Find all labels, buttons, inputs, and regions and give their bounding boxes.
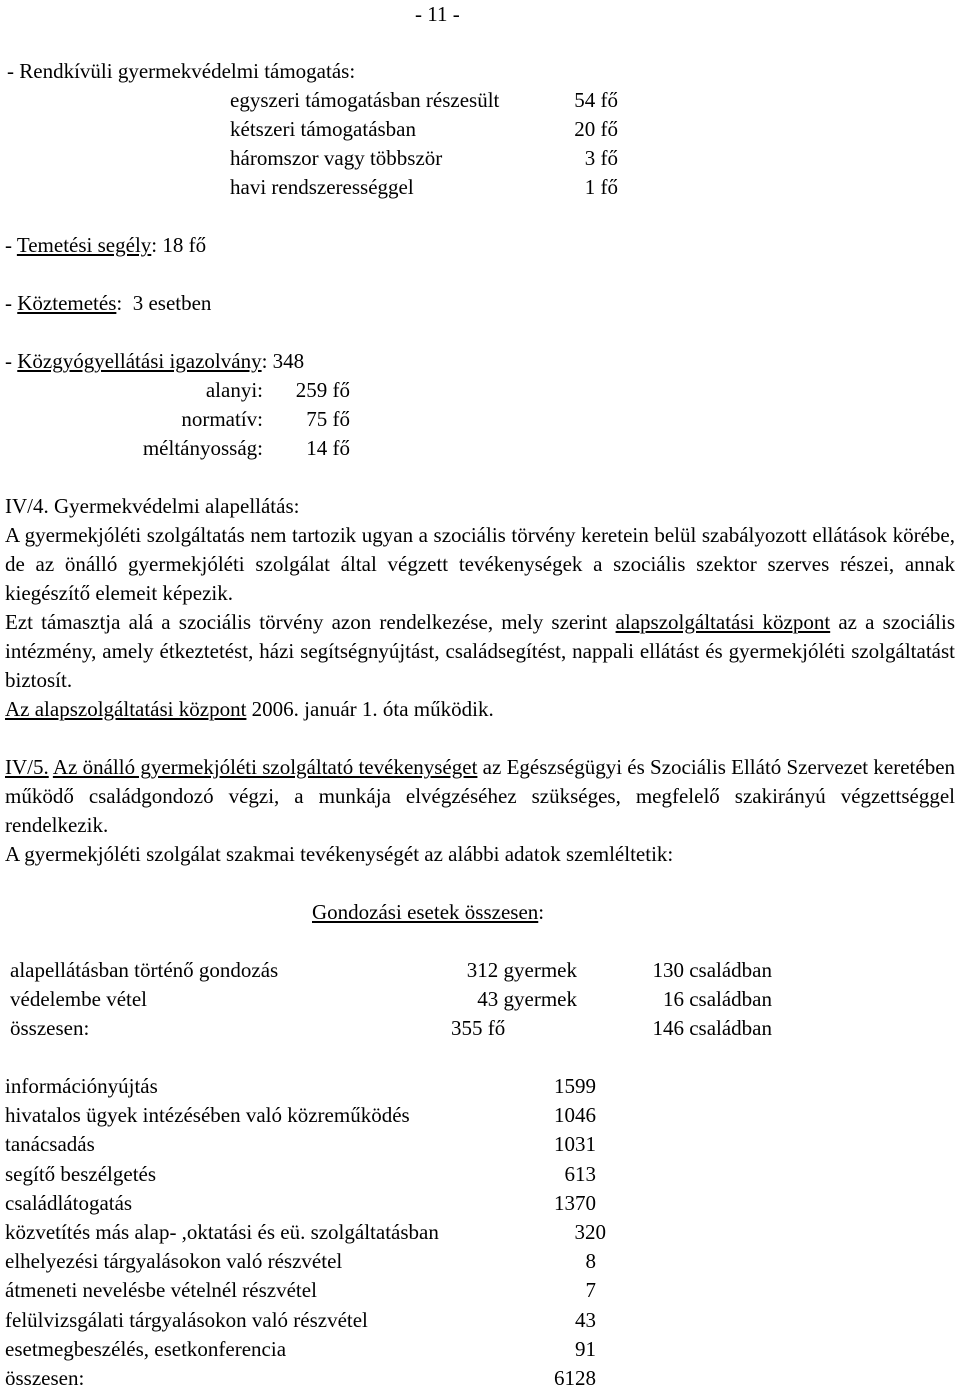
activity-value: 43 — [575, 1308, 596, 1332]
gondozasi-row-label: összesen: — [10, 1016, 90, 1040]
iv5-text: az Egészségügyi és Szociális Ellátó Szervezet keretében működő családgondozó végzi, a munkája elvégzéséhez szükséges, megfelelő szakirányú végzettséggel rendelkezik. — [5, 755, 956, 837]
activity-value: 6128 — [554, 1366, 596, 1390]
iv4-heading: IV/4. Gyermekvédelmi alapellátás: — [5, 494, 300, 518]
kozgyogy-label: Közgyógyellátási igazolvány — [17, 349, 262, 373]
kozgyogy-row-label: alanyi: — [205, 378, 263, 402]
iv4-p2-text-end: az a szociális intézmény, amely étkeztetést, házi segítségnyújtást, családsegítést, nappali ellátást és gyermekjóléti szolgáltatást biztosít. — [5, 610, 955, 692]
koztemetes-label: Köztemetés — [17, 291, 117, 315]
rendkivuli-value: 1 fő — [584, 175, 618, 199]
iv5-label: IV/5. — [5, 755, 49, 779]
kozgyogy-row-label: méltányosság: — [142, 436, 263, 460]
activity-label: segítő beszélgetés — [5, 1162, 157, 1186]
activity-label: elhelyezési tárgyalásokon való részvétel — [5, 1249, 343, 1273]
gondozasi-row-count: 355 fő — [451, 1016, 506, 1040]
temetesi-value: : 18 fő — [151, 233, 207, 257]
activity-label: esetmegbeszélés, esetkonferencia — [5, 1337, 287, 1361]
koztemetes-line — [5, 289, 211, 318]
gondozasi-row-label: védelembe vétel — [10, 987, 148, 1011]
temetesi-line — [5, 231, 206, 260]
kozgyogy-row-label: normatív: — [181, 407, 263, 431]
rendkivuli-label: egyszeri támogatásban részesült — [230, 88, 500, 112]
activity-value: 613 — [564, 1162, 596, 1186]
rendkivuli-label: havi rendszerességgel — [230, 175, 414, 199]
iv4-p3-text: 2006. január 1. óta működik. — [246, 697, 494, 721]
rendkivuli-value: 20 fő — [574, 117, 618, 141]
activity-label: összesen: — [5, 1366, 85, 1390]
activity-label: családlátogatás — [5, 1191, 133, 1215]
iv5-underlined: Az önálló gyermekjóléti szolgáltató tevékenységet — [52, 755, 478, 779]
activity-label: felülvizsgálati tárgyalásokon való részvétel — [5, 1308, 368, 1332]
gondozasi-row-count: 43 gyermek — [477, 987, 577, 1011]
iv4-p2-text: Ezt támasztja alá a szociális törvény azon rendelkezése, mely szerint — [5, 610, 616, 634]
rendkivuli-label: háromszor vagy többször — [230, 146, 443, 170]
rendkivuli-label: kétszeri támogatásban — [230, 117, 417, 141]
kozgyogy-prefix: - — [5, 349, 18, 373]
gondozasi-row-label: alapellátásban történő gondozás — [10, 958, 279, 982]
activity-label: hivatalos ügyek intézésében való közreműködés — [5, 1103, 410, 1127]
rendkivuli-heading: - Rendkívüli gyermekvédelmi támogatás: — [7, 59, 356, 83]
gondozasi-title-colon: : — [538, 900, 545, 924]
activity-value: 1599 — [554, 1074, 596, 1098]
iv4-p3-underlined: Az alapszolgáltatási központ — [5, 697, 247, 721]
iv5-paragraph-2: A gyermekjóléti szolgálat szakmai tevékenységét az alábbi adatok szemléltetik: — [5, 842, 674, 866]
rendkivuli-value: 54 fő — [574, 88, 618, 112]
activity-label: információnyújtás — [5, 1074, 158, 1098]
kozgyogy-row-value: 14 fő — [306, 436, 350, 460]
kozgyogy-row-value: 75 fő — [306, 407, 350, 431]
activity-value: 320 — [574, 1220, 606, 1244]
activity-value: 91 — [575, 1337, 596, 1361]
kozgyogy-value: : 348 — [261, 349, 305, 373]
activity-value: 1031 — [554, 1132, 596, 1156]
temetesi-prefix: - — [5, 233, 17, 257]
activity-label: átmeneti nevelésbe vételnél részvétel — [5, 1278, 317, 1302]
iv4-paragraph-3 — [5, 695, 494, 724]
activity-value: 8 — [585, 1249, 596, 1273]
iv4-paragraph-1: A gyermekjóléti szolgáltatás nem tartozik ugyan a szociális törvény keretein belül szabályozott ellátások körébe, de az önálló gyermekjóléti szolgálat által végzett tevékenységek a szociális szektor szerves részei, annak kiegészítő elemeit képezik. — [5, 523, 955, 605]
koztemetes-value: : 3 esetben — [116, 291, 212, 315]
activity-label: tanácsadás — [5, 1132, 95, 1156]
activity-value: 1370 — [554, 1191, 596, 1215]
gondozasi-row-families: 16 családban — [662, 987, 772, 1011]
gondozasi-title — [312, 898, 544, 927]
activity-value: 7 — [585, 1278, 596, 1302]
koztemetes-prefix: - — [5, 291, 18, 315]
activity-label: közvetítés más alap- ,oktatási és eü. szolgáltatásban — [5, 1220, 439, 1244]
gondozasi-row-count: 312 gyermek — [466, 958, 577, 982]
activity-value: 1046 — [554, 1103, 596, 1127]
kozgyogy-line — [5, 347, 304, 376]
page-number: - 11 - — [415, 2, 460, 26]
gondozasi-title-text: Gondozási esetek összesen — [312, 900, 539, 924]
temetesi-label: Temetési segély — [16, 233, 152, 257]
iv4-paragraph-2 — [5, 608, 955, 695]
gondozasi-row-families: 146 családban — [652, 1016, 772, 1040]
kozgyogy-row-value: 259 fő — [295, 378, 350, 402]
gondozasi-row-families: 130 családban — [652, 958, 772, 982]
rendkivuli-value: 3 fő — [584, 146, 618, 170]
iv4-p2-underlined: alapszolgáltatási központ — [615, 610, 831, 634]
iv5-paragraph-1 — [5, 753, 955, 840]
